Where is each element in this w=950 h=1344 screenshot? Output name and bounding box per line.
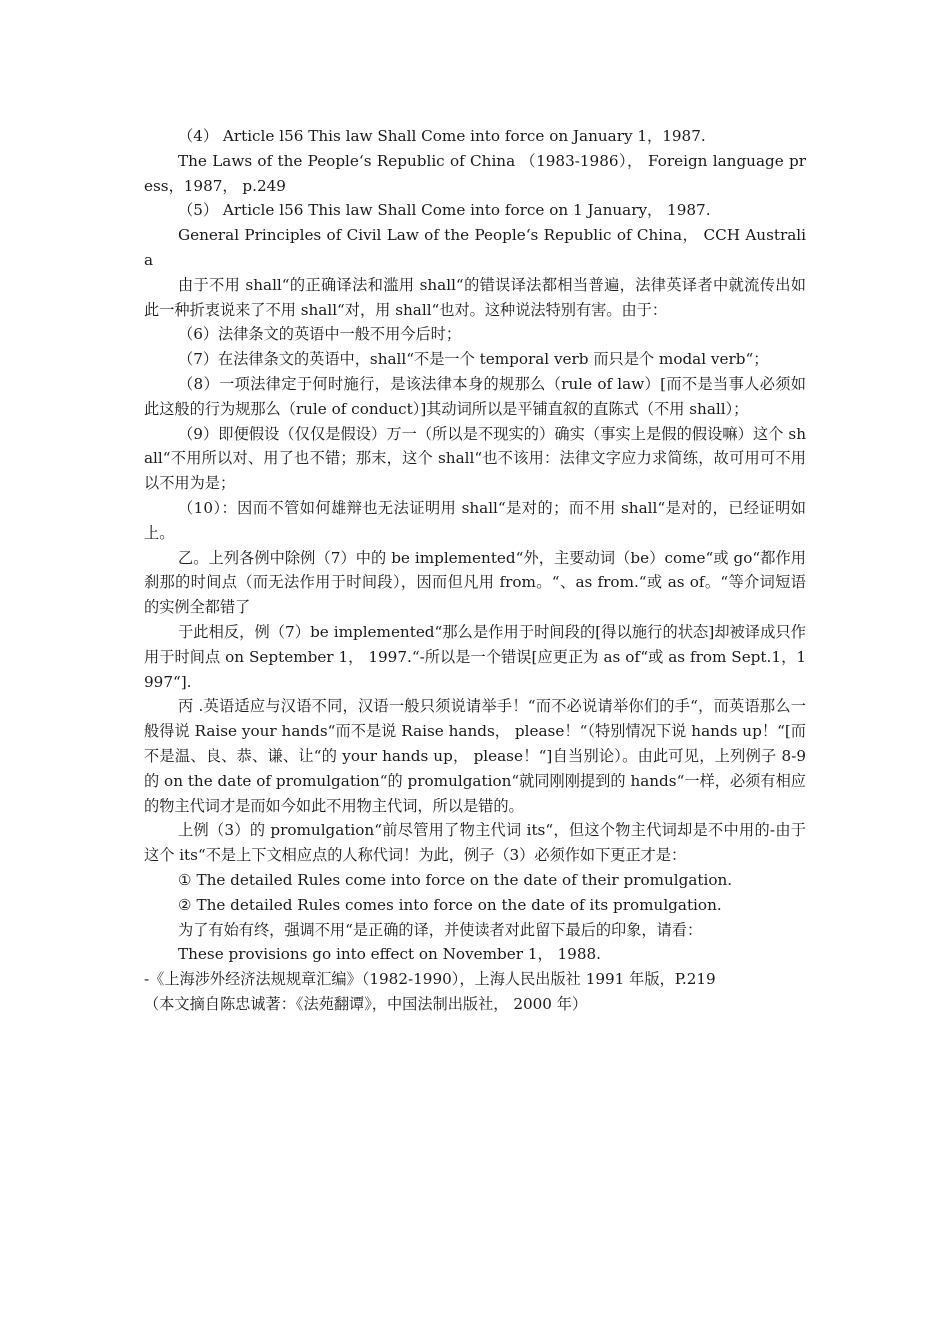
paragraph-source-civil-law: General Principles of Civil Law of the People‘s Republic of China， CCH Australia — [144, 226, 806, 269]
paragraph-final-example: These provisions go into effect on November 1， 1988. — [178, 945, 601, 964]
paragraph-correction-2: ② The detailed Rules comes into force on the date of its promulgation. — [178, 895, 722, 914]
paragraph-reason-8: （8）一项法律定于何时施行，是该法律本身的规那么（rule of law）[而不是当事人必须如此这般的行为规那么（rule of conduct）]其动词所以是平铺直叙的直陈式（不用 shall）； — [144, 374, 806, 418]
paragraph-citation: （本文摘自陈忠诚著：《法苑翻谭》，中国法制出版社， 2000 年） — [144, 994, 588, 1013]
paragraph-section-yi: 乙。上列各例中除例（7）中的 be implemented“外，主要动词（be）come“或 go“都作用刹那的时间点（而无法作用于时间段），因而但凡用 from。“、as from.“或 as of。“等介词短语的实例全都错了 — [144, 548, 806, 617]
paragraph-reason-7: （7）在法律条文的英语中，shall“不是一个 temporal verb 而只是个 modal verb“； — [178, 350, 769, 369]
paragraph-reason-10: （10）：因而不管如何雄辩也无法证明用 shall“是对的；而不用 shall“是对的，已经证明如上。 — [144, 498, 806, 542]
paragraph-conclusion-intro: 为了有始有终，强调不用“是正确的译，并使读者对此留下最后的印象，请看： — [178, 920, 703, 939]
paragraph-example-5: （5） Article l56 This law Shall Come into force on 1 January， 1987. — [178, 201, 711, 220]
paragraph-reason-9: （9）即便假设（仅仅是假设）万一（所以是不现实的）确实（事实上是假的假设嘛）这个 shall“不用所以对、用了也不错；那末，这个 shall“也不该用：法律文字应力求简练，故可用可不用以不用为是； — [144, 424, 806, 493]
document-body — [144, 124, 806, 1017]
paragraph-section-bing: 丙 .英语适应与汉语不同，汉语一般只须说请举手！“而不必说请举你们的手“，而英语那么一般得说 Raise your hands“而不是说 Raise hands， please！“（特别情况下说 hands up！“[而不是温、良、恭、谦、让“的 your hands up， please！“]自当别论）。由此可见，上列例子 8-9 的 on the date of promulgation“的 promulgation“就同刚刚提到的 hands“一样，必须有相应的物主代词才是而如今如此不用物主代词，所以是错的。 — [144, 697, 806, 815]
paragraph-example-3-correction: 上例（3）的 promulgation“前尽管用了物主代词 its“，但这个物主代词却是不中用的-由于这个 its“不是上下文相应点的人称代词！为此，例子（3）必须作如下更正才是： — [144, 821, 806, 865]
paragraph-source-laws-prc: The Laws of the People‘s Republic of China （1983-1986）， Foreign language press，1987， p.249 — [144, 151, 806, 195]
paragraph-correction-1: ① The detailed Rules come into force on the date of their promulgation. — [178, 870, 733, 889]
paragraph-source-shanghai: -《上海涉外经济法规规章汇编》（1982-1990），上海人民出版社 1991 年版，P.219 — [144, 970, 716, 989]
paragraph-example-4: （4） Article l56 This law Shall Come into force on January 1，1987. — [178, 127, 706, 145]
paragraph-reason-6: （6）法律条文的英语中一般不用今后时； — [178, 325, 462, 344]
paragraph-contrast: 于此相反，例（7）be implemented“那么是作用于时间段的[得以施行的状态]却被译成只作用于时间点 on September 1， 1997.“-所以是一个错误[应更正为 as of“或 as from Sept.1，1997“]. — [144, 622, 806, 691]
paragraph-compromise-view: 由于不用 shall“的正确译法和滥用 shall“的错误译法都相当普遍，法律英译者中就流传出如此一种折衷说来了不用 shall“对，用 shall“也对。这种说法特别有害。由于： — [144, 275, 806, 319]
